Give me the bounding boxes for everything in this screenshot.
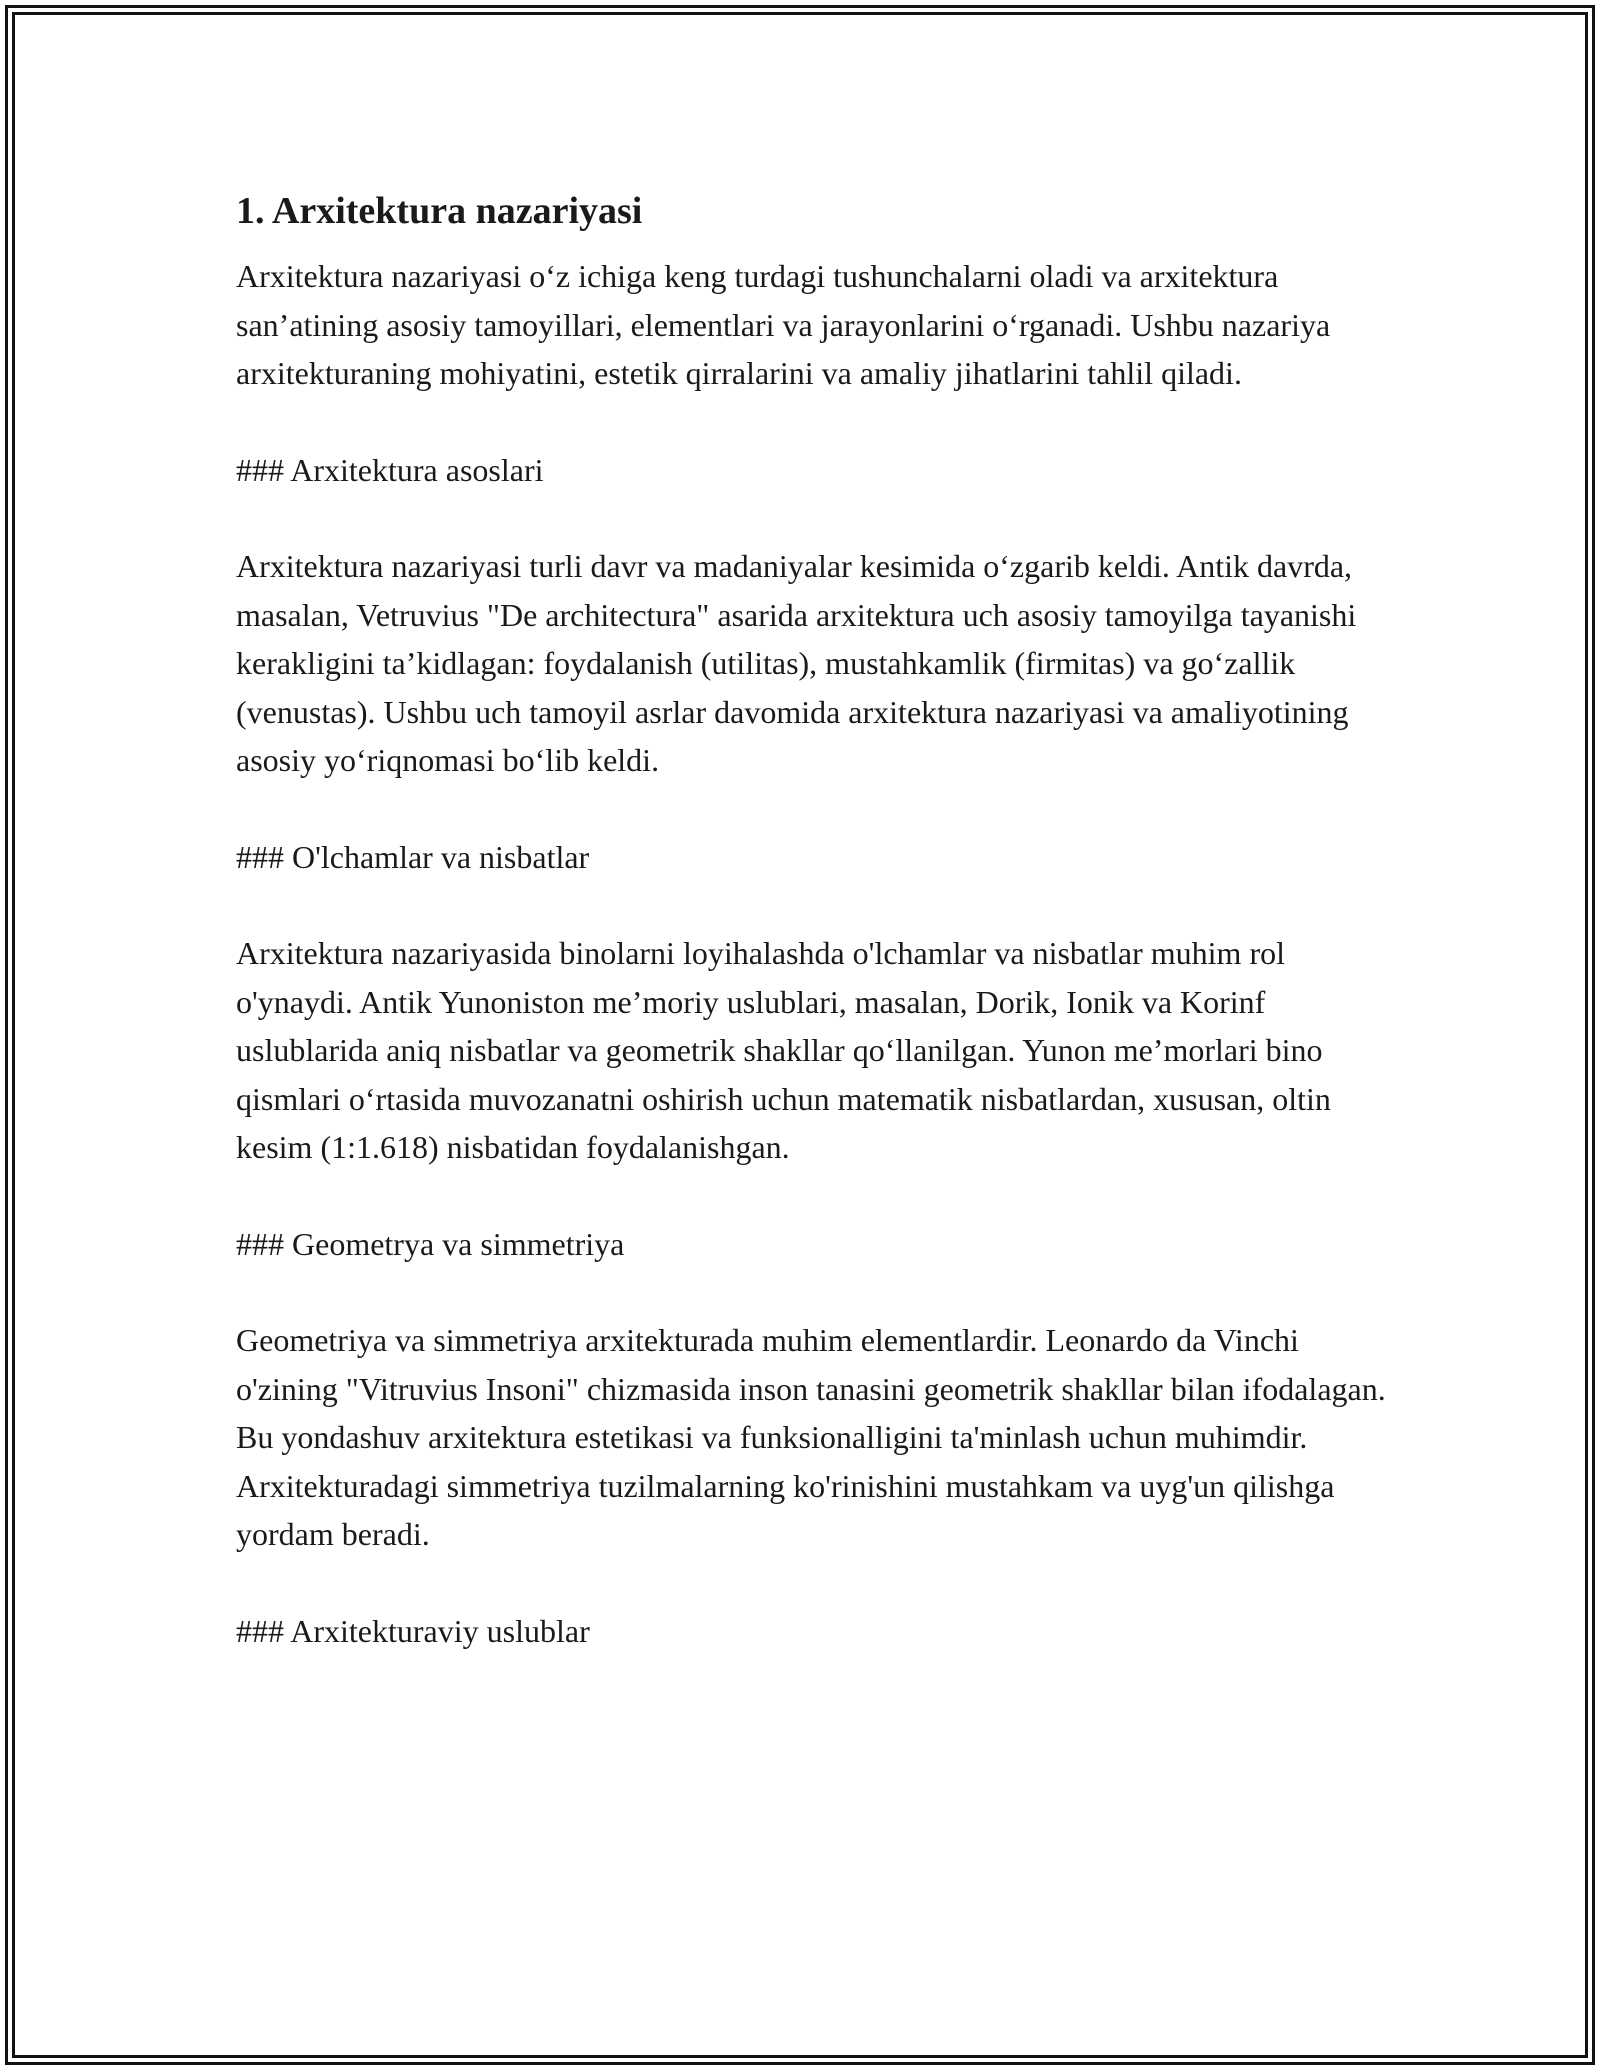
section-paragraph-olchamlar: Arxitektura nazariyasida binolarni loyihalashda o'lchamlar va nisbatlar muhim rol o'ynaydi. Antik Yunoniston me’moriy uslublari, masalan, Dorik, Ionik va Korinf uslublarida aniq nisbatlar va geometrik shakllar qo‘llanilgan. Yunon me’morlari bino qismlari o‘rtasida muvozanatni oshirish uchun matematik nisbatlardan, xususan, oltin kesim (1:1.618) nisbatidan foydalanishgan. [236,935,1331,1165]
section-heading-uslublar: ### Arxitekturaviy uslublar [236,1612,590,1649]
document-body [236,186,1386,1703]
section-heading-asoslari: ### Arxitektura asoslari [236,451,544,488]
intro-paragraph: Arxitektura nazariyasi o‘z ichiga keng turdagi tushunchalarni oladi va arxitektura san’atining asosiy tamoyillari, elementlari va jarayonlarini o‘rganadi. Ushbu nazariya arxitekturaning mohiyatini, estetik qirralarini va amaliy jihatlarini tahlil qiladi. [236,258,1331,391]
section-paragraph-geometrya: Geometriya va simmetriya arxitekturada muhim elementlardir. Leonardo da Vinchi o'zining "Vitruvius Insoni" chizmasida inson tanasini geometrik shakllar bilan ifodalagan. Bu yondashuv arxitektura estetikasi va funksionalligini ta'minlash uchun muhimdir. Arxitekturadagi simmetriya tuzilmalarning ko'rinishini mustahkam va uyg'un qilishga yordam beradi. [236,1322,1386,1552]
section-paragraph-asoslari: Arxitektura nazariyasi turli davr va madaniyalar kesimida o‘zgarib keldi. Antik davrda, masalan, Vetruvius "De architectura" asarida arxitektura uch asosiy tamoyilga tayanishi kerakligini ta’kidlagan: foydalanish (utilitas), mustahkamlik (firmitas) va go‘zallik (venustas). Ushbu uch tamoyil asrlar davomida arxitektura nazariyasi va amaliyotining asosiy yo‘riqnomasi bo‘lib keldi. [236,548,1357,778]
section-heading-olchamlar: ### O'lchamlar va nisbatlar [236,838,590,875]
section-heading-geometrya: ### Geometrya va simmetriya [236,1225,625,1262]
document-title: 1. Arxitektura nazariyasi [236,190,643,232]
